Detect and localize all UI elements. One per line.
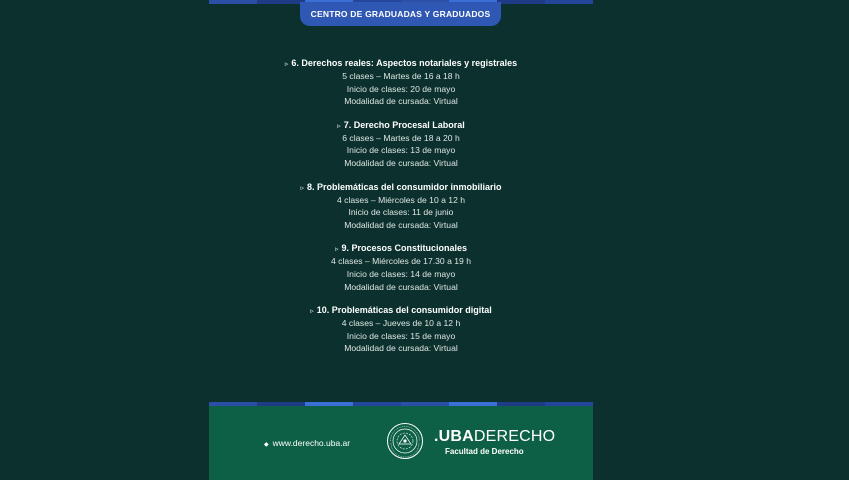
website-text: www.derecho.uba.ar xyxy=(272,438,351,448)
course-start: Inicio de clases: 15 de mayo xyxy=(346,330,456,341)
course-mode: Modalidad de cursada: Virtual xyxy=(344,96,458,107)
course-schedule: 4 clases – Jueves de 10 a 12 h xyxy=(341,318,461,329)
header-title: CENTRO DE GRADUADAS Y GRADUADOS xyxy=(300,2,501,26)
course-start: Inicio de clases: 11 de junio xyxy=(348,207,454,218)
course-schedule: 4 clases – Miércoles de 10 a 12 h xyxy=(336,194,466,205)
course-item xyxy=(209,304,593,355)
course-title-text: 8. Problemáticas del consumidor inmobiliario xyxy=(306,181,502,192)
triangle-bullet-icon: ▹ xyxy=(337,122,341,130)
diamond-bullet-icon: ◆ xyxy=(264,442,269,448)
course-title xyxy=(209,119,593,132)
course-mode: Modalidad de cursada: Virtual xyxy=(344,343,458,354)
triangle-bullet-icon: ▹ xyxy=(334,246,339,254)
stripe-segment xyxy=(545,402,593,406)
brand-logo xyxy=(434,428,555,456)
course-title-text: 6. Derechos reales: Aspectos notariales y registrales xyxy=(291,58,518,68)
university-seal-icon xyxy=(386,422,424,460)
course-item xyxy=(209,57,593,108)
triangle-bullet-icon: ▹ xyxy=(300,184,304,192)
brand-light: DERECHO xyxy=(473,428,556,445)
footer xyxy=(209,402,593,480)
triangle-bullet-icon: ▹ xyxy=(310,308,314,316)
brand-wordmark xyxy=(434,428,555,446)
course-schedule: 4 clases – Miércoles de 17.30 a 19 h xyxy=(331,256,471,267)
course-title-text: 10. Problemáticas del consumidor digital xyxy=(316,305,492,316)
stripe-segment xyxy=(497,402,545,406)
course-title xyxy=(209,242,593,255)
brand-bold: .UBA xyxy=(434,428,474,445)
course-item xyxy=(209,242,593,293)
triangle-bullet-icon: ▹ xyxy=(284,61,289,68)
course-title xyxy=(209,181,593,194)
course-mode: Modalidad de cursada: Virtual xyxy=(344,219,458,230)
course-start: Inicio de clases: 20 de mayo xyxy=(346,83,456,94)
stripe-segment xyxy=(449,402,497,406)
course-schedule: 6 clases – Martes de 18 a 20 h xyxy=(342,132,460,143)
stripe-segment xyxy=(497,0,545,4)
stripe-segment xyxy=(209,0,257,4)
course-start: Inicio de clases: 13 de mayo xyxy=(346,145,456,156)
course-start: Inicio de clases: 14 de mayo xyxy=(346,268,456,279)
course-schedule: 5 clases – Martes de 16 a 18 h xyxy=(342,71,460,81)
stripe-segment xyxy=(257,402,305,406)
stripe-segment xyxy=(257,0,305,4)
footer-color-stripe xyxy=(209,402,593,406)
course-title xyxy=(209,57,593,70)
course-mode: Modalidad de cursada: Virtual xyxy=(344,281,458,292)
course-mode: Modalidad de cursada: Virtual xyxy=(344,157,458,168)
stripe-segment xyxy=(545,0,593,4)
stripe-segment xyxy=(401,402,449,406)
course-item xyxy=(209,119,593,170)
brand-subtitle: Facultad de Derecho xyxy=(445,447,524,456)
stripe-segment xyxy=(305,402,353,406)
website-link[interactable] xyxy=(264,438,350,448)
course-title-text: 7. Derecho Procesal Laboral xyxy=(343,119,465,130)
course-title xyxy=(209,304,593,317)
stripe-segment xyxy=(353,402,401,406)
course-list xyxy=(209,57,593,366)
course-item xyxy=(209,181,593,232)
stripe-segment xyxy=(209,402,257,406)
course-title-text: 9. Procesos Constitucionales xyxy=(341,243,468,254)
